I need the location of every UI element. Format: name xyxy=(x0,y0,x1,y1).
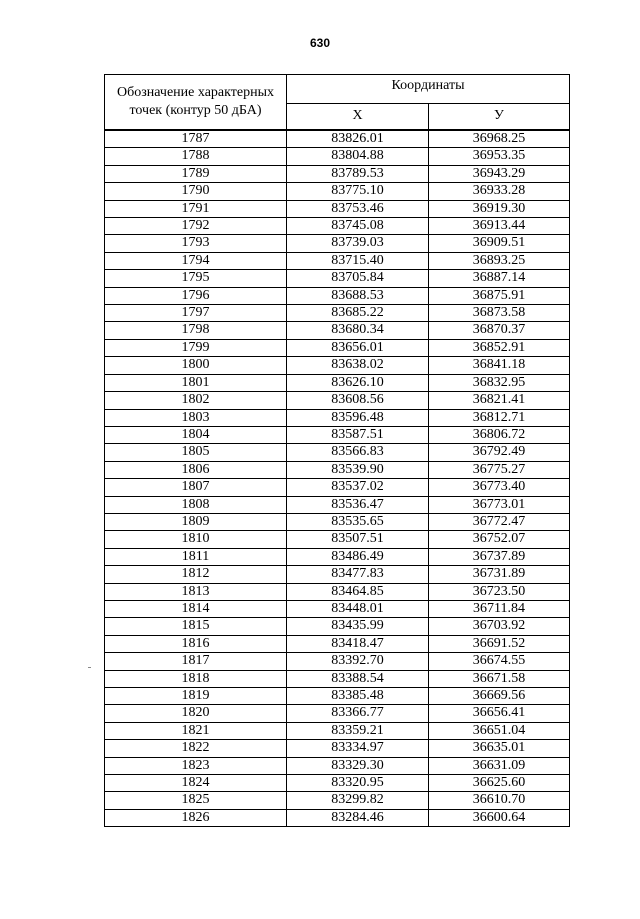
table-row xyxy=(105,426,570,443)
point-id-cell: 1803 xyxy=(105,409,287,426)
x-coordinate-cell: 83685.22 xyxy=(287,305,429,322)
point-id-cell: 1807 xyxy=(105,479,287,496)
point-id-cell: 1808 xyxy=(105,496,287,513)
x-coordinate-cell: 83284.46 xyxy=(287,809,429,826)
x-coordinate-cell: 83388.54 xyxy=(287,670,429,687)
x-coordinate-cell: 83392.70 xyxy=(287,653,429,670)
table-header xyxy=(105,75,570,131)
point-id-cell: 1793 xyxy=(105,235,287,252)
table-body xyxy=(105,130,570,827)
y-coordinate-cell: 36806.72 xyxy=(429,426,570,443)
y-coordinate-cell: 36943.29 xyxy=(429,165,570,182)
y-coordinate-cell: 36737.89 xyxy=(429,548,570,565)
y-coordinate-cell: 36821.41 xyxy=(429,392,570,409)
y-coordinate-cell: 36723.50 xyxy=(429,583,570,600)
y-coordinate-cell: 36887.14 xyxy=(429,270,570,287)
x-coordinate-cell: 83626.10 xyxy=(287,374,429,391)
y-column-header: У xyxy=(429,103,570,130)
point-id-cell: 1825 xyxy=(105,792,287,809)
y-coordinate-cell: 36841.18 xyxy=(429,357,570,374)
y-coordinate-cell: 36893.25 xyxy=(429,252,570,269)
table-row xyxy=(105,479,570,496)
coordinates-header: Координаты xyxy=(287,75,570,104)
x-coordinate-cell: 83638.02 xyxy=(287,357,429,374)
x-coordinate-cell: 83464.85 xyxy=(287,583,429,600)
x-coordinate-cell: 83486.49 xyxy=(287,548,429,565)
table-row xyxy=(105,792,570,809)
table-row xyxy=(105,653,570,670)
point-id-cell: 1823 xyxy=(105,757,287,774)
x-coordinate-cell: 83334.97 xyxy=(287,740,429,757)
x-coordinate-cell: 83596.48 xyxy=(287,409,429,426)
x-coordinate-cell: 83566.83 xyxy=(287,444,429,461)
scan-mark xyxy=(88,667,91,668)
page-number: 630 xyxy=(309,36,331,50)
table-row xyxy=(105,809,570,826)
y-coordinate-cell: 36731.89 xyxy=(429,566,570,583)
y-coordinate-cell: 36671.58 xyxy=(429,670,570,687)
y-coordinate-cell: 36773.01 xyxy=(429,496,570,513)
x-coordinate-cell: 83753.46 xyxy=(287,200,429,217)
point-id-cell: 1801 xyxy=(105,374,287,391)
point-id-cell: 1804 xyxy=(105,426,287,443)
y-coordinate-cell: 36691.52 xyxy=(429,635,570,652)
table-row xyxy=(105,409,570,426)
table-row xyxy=(105,600,570,617)
x-coordinate-cell: 83587.51 xyxy=(287,426,429,443)
table-row xyxy=(105,461,570,478)
y-coordinate-cell: 36773.40 xyxy=(429,479,570,496)
point-id-cell: 1788 xyxy=(105,148,287,165)
table-row xyxy=(105,252,570,269)
x-column-header: X xyxy=(287,103,429,130)
point-id-cell: 1810 xyxy=(105,531,287,548)
y-coordinate-cell: 36968.25 xyxy=(429,130,570,148)
x-coordinate-cell: 83537.02 xyxy=(287,479,429,496)
table-row xyxy=(105,531,570,548)
coordinates-table xyxy=(104,74,570,827)
table-row xyxy=(105,444,570,461)
y-coordinate-cell: 36703.92 xyxy=(429,618,570,635)
point-designation-header: Обозначение характерных точек (контур 50 дБА) xyxy=(105,75,287,131)
x-coordinate-cell: 83775.10 xyxy=(287,183,429,200)
y-coordinate-cell: 36812.71 xyxy=(429,409,570,426)
table-row xyxy=(105,339,570,356)
point-id-cell: 1822 xyxy=(105,740,287,757)
x-coordinate-cell: 83715.40 xyxy=(287,252,429,269)
table-row xyxy=(105,618,570,635)
y-coordinate-cell: 36832.95 xyxy=(429,374,570,391)
point-id-cell: 1814 xyxy=(105,600,287,617)
table-row xyxy=(105,270,570,287)
table-row xyxy=(105,705,570,722)
x-coordinate-cell: 83320.95 xyxy=(287,775,429,792)
table-row xyxy=(105,235,570,252)
x-coordinate-cell: 83539.90 xyxy=(287,461,429,478)
y-coordinate-cell: 36600.64 xyxy=(429,809,570,826)
table-row xyxy=(105,392,570,409)
point-id-cell: 1805 xyxy=(105,444,287,461)
table-row xyxy=(105,722,570,739)
table-row xyxy=(105,200,570,217)
x-coordinate-cell: 83329.30 xyxy=(287,757,429,774)
table-row xyxy=(105,670,570,687)
y-coordinate-cell: 36909.51 xyxy=(429,235,570,252)
point-id-cell: 1819 xyxy=(105,688,287,705)
table-row xyxy=(105,305,570,322)
y-coordinate-cell: 36631.09 xyxy=(429,757,570,774)
x-coordinate-cell: 83299.82 xyxy=(287,792,429,809)
y-coordinate-cell: 36775.27 xyxy=(429,461,570,478)
point-id-cell: 1790 xyxy=(105,183,287,200)
point-id-cell: 1792 xyxy=(105,218,287,235)
table-row xyxy=(105,357,570,374)
y-coordinate-cell: 36656.41 xyxy=(429,705,570,722)
point-id-cell: 1811 xyxy=(105,548,287,565)
x-coordinate-cell: 83804.88 xyxy=(287,148,429,165)
point-id-cell: 1820 xyxy=(105,705,287,722)
point-id-cell: 1824 xyxy=(105,775,287,792)
table-row xyxy=(105,583,570,600)
y-coordinate-cell: 36919.30 xyxy=(429,200,570,217)
x-coordinate-cell: 83739.03 xyxy=(287,235,429,252)
table-row xyxy=(105,218,570,235)
table-row xyxy=(105,688,570,705)
point-id-cell: 1806 xyxy=(105,461,287,478)
y-coordinate-cell: 36625.60 xyxy=(429,775,570,792)
y-coordinate-cell: 36674.55 xyxy=(429,653,570,670)
x-coordinate-cell: 83745.08 xyxy=(287,218,429,235)
point-id-cell: 1818 xyxy=(105,670,287,687)
y-coordinate-cell: 36772.47 xyxy=(429,513,570,530)
point-id-cell: 1800 xyxy=(105,357,287,374)
table-row xyxy=(105,757,570,774)
point-id-cell: 1796 xyxy=(105,287,287,304)
table-row xyxy=(105,635,570,652)
y-coordinate-cell: 36913.44 xyxy=(429,218,570,235)
point-id-cell: 1791 xyxy=(105,200,287,217)
point-id-cell: 1826 xyxy=(105,809,287,826)
y-coordinate-cell: 36610.70 xyxy=(429,792,570,809)
point-id-cell: 1794 xyxy=(105,252,287,269)
table-row xyxy=(105,374,570,391)
y-coordinate-cell: 36953.35 xyxy=(429,148,570,165)
x-coordinate-cell: 83507.51 xyxy=(287,531,429,548)
x-coordinate-cell: 83418.47 xyxy=(287,635,429,652)
x-coordinate-cell: 83656.01 xyxy=(287,339,429,356)
y-coordinate-cell: 36711.84 xyxy=(429,600,570,617)
table-row xyxy=(105,130,570,148)
x-coordinate-cell: 83435.99 xyxy=(287,618,429,635)
point-id-cell: 1812 xyxy=(105,566,287,583)
x-coordinate-cell: 83536.47 xyxy=(287,496,429,513)
x-coordinate-cell: 83608.56 xyxy=(287,392,429,409)
y-coordinate-cell: 36852.91 xyxy=(429,339,570,356)
x-coordinate-cell: 83688.53 xyxy=(287,287,429,304)
x-coordinate-cell: 83826.01 xyxy=(287,130,429,148)
point-id-cell: 1816 xyxy=(105,635,287,652)
y-coordinate-cell: 36792.49 xyxy=(429,444,570,461)
table-row xyxy=(105,496,570,513)
table-row xyxy=(105,287,570,304)
point-id-cell: 1797 xyxy=(105,305,287,322)
table-row xyxy=(105,322,570,339)
table-row xyxy=(105,513,570,530)
table-row xyxy=(105,148,570,165)
x-coordinate-cell: 83477.83 xyxy=(287,566,429,583)
y-coordinate-cell: 36752.07 xyxy=(429,531,570,548)
table-row xyxy=(105,165,570,182)
x-coordinate-cell: 83448.01 xyxy=(287,600,429,617)
x-coordinate-cell: 83359.21 xyxy=(287,722,429,739)
point-id-cell: 1809 xyxy=(105,513,287,530)
point-id-cell: 1815 xyxy=(105,618,287,635)
table-row xyxy=(105,566,570,583)
x-coordinate-cell: 83705.84 xyxy=(287,270,429,287)
y-coordinate-cell: 36870.37 xyxy=(429,322,570,339)
x-coordinate-cell: 83789.53 xyxy=(287,165,429,182)
x-coordinate-cell: 83385.48 xyxy=(287,688,429,705)
table-row xyxy=(105,740,570,757)
point-id-cell: 1799 xyxy=(105,339,287,356)
x-coordinate-cell: 83366.77 xyxy=(287,705,429,722)
y-coordinate-cell: 36651.04 xyxy=(429,722,570,739)
point-id-cell: 1795 xyxy=(105,270,287,287)
y-coordinate-cell: 36875.91 xyxy=(429,287,570,304)
point-id-cell: 1821 xyxy=(105,722,287,739)
y-coordinate-cell: 36635.01 xyxy=(429,740,570,757)
point-id-cell: 1798 xyxy=(105,322,287,339)
table-row xyxy=(105,548,570,565)
y-coordinate-cell: 36933.28 xyxy=(429,183,570,200)
x-coordinate-cell: 83535.65 xyxy=(287,513,429,530)
point-id-cell: 1802 xyxy=(105,392,287,409)
point-id-cell: 1787 xyxy=(105,130,287,148)
point-id-cell: 1813 xyxy=(105,583,287,600)
y-coordinate-cell: 36873.58 xyxy=(429,305,570,322)
y-coordinate-cell: 36669.56 xyxy=(429,688,570,705)
point-id-cell: 1789 xyxy=(105,165,287,182)
x-coordinate-cell: 83680.34 xyxy=(287,322,429,339)
point-id-cell: 1817 xyxy=(105,653,287,670)
table-row xyxy=(105,183,570,200)
table-row xyxy=(105,775,570,792)
